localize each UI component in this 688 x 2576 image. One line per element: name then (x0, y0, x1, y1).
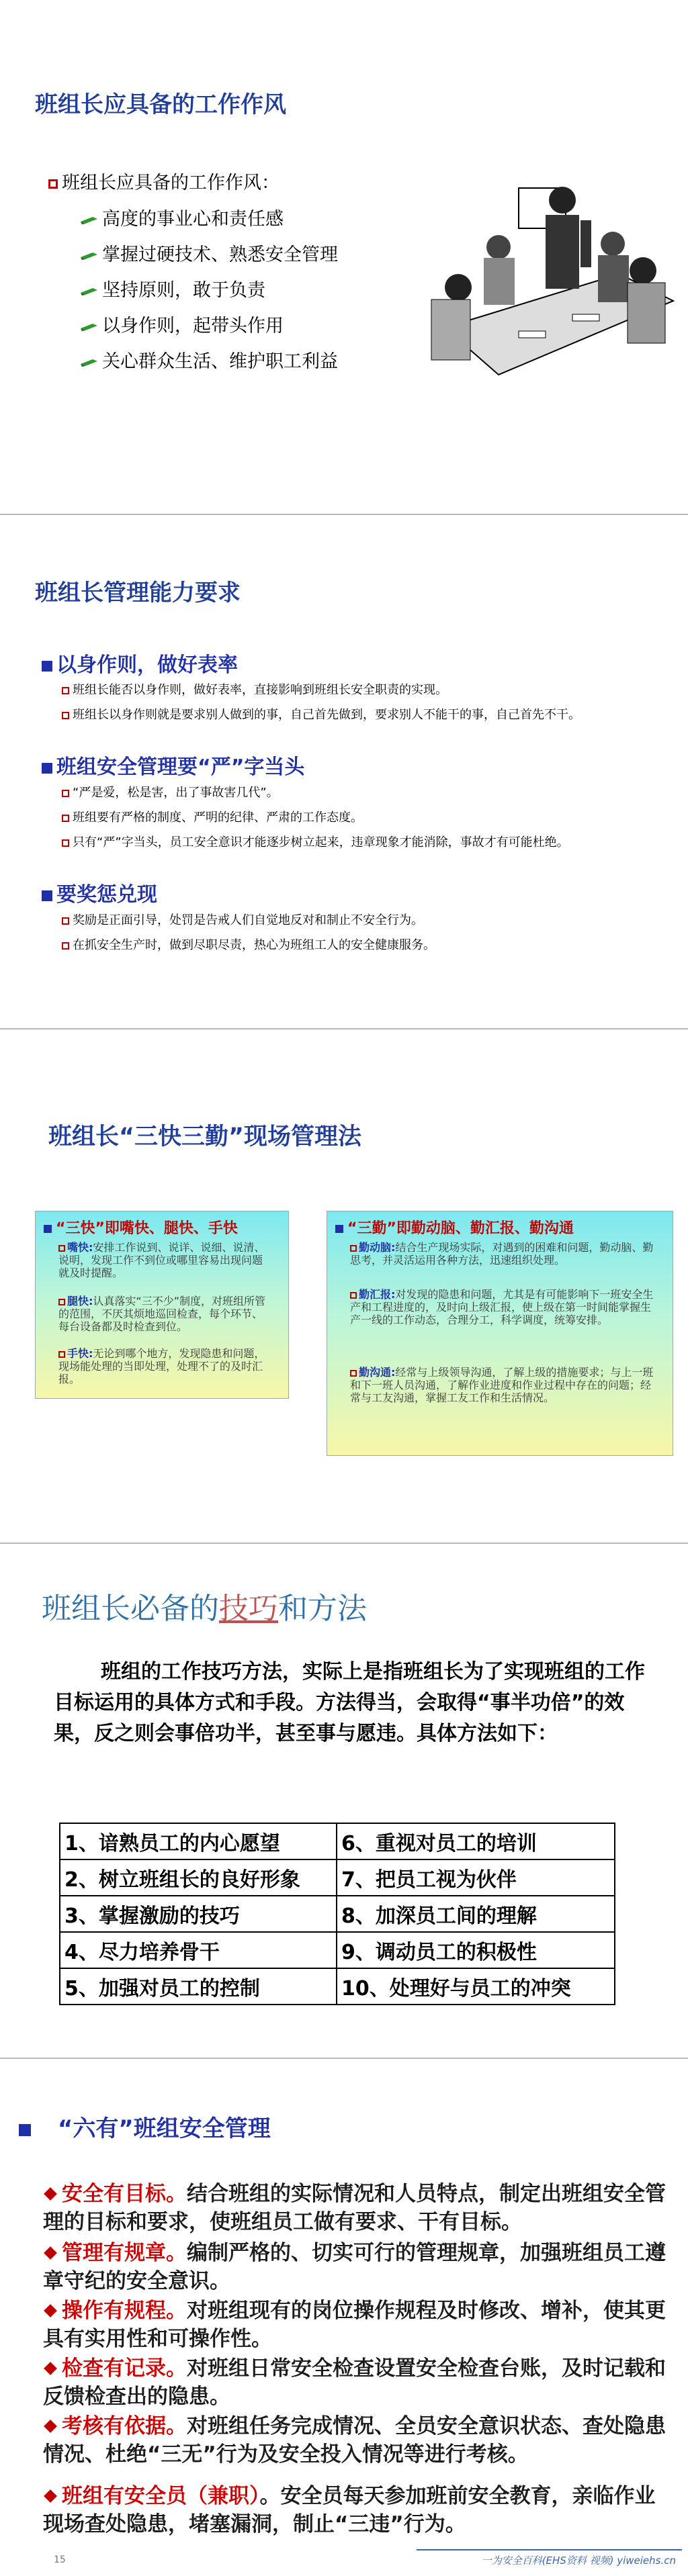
box-item (350, 1288, 659, 1326)
diamond-bullet-icon (44, 2362, 57, 2375)
section-point (62, 835, 680, 851)
list-item (81, 275, 265, 302)
section-point (62, 785, 680, 801)
slide-six-haves (0, 2059, 688, 2576)
slide-title (19, 2110, 271, 2143)
square-bullet-icon (62, 790, 69, 797)
section-heading (42, 878, 157, 907)
meeting-illustration (418, 173, 676, 378)
item-value: 对发现的隐患和问题，尤其是有可能影响下一班安全生产和工程进度的，及时向上级汇报，使上级在第一时间能掌握生产一线的工作动态，合理分工，科学调度，统筹安排。 (350, 1288, 654, 1326)
diamond-bullet-icon (44, 2187, 57, 2201)
section-point (62, 707, 680, 723)
table-row (60, 1896, 615, 1932)
square-bullet-icon (62, 712, 69, 719)
title-underlined: 技巧 (219, 1592, 278, 1626)
list-item (81, 204, 284, 230)
list-item (43, 2297, 668, 2353)
table-row (60, 1932, 615, 1968)
diamond-bullet-icon (44, 2489, 57, 2503)
item-key: 安全有目标。 (62, 2182, 187, 2206)
diamond-bullet-icon (44, 2420, 57, 2433)
square-bullet-icon (58, 1351, 65, 1358)
square-bullet-icon (42, 890, 52, 901)
three-fast-box (35, 1211, 289, 1399)
item-value: 对班组现有的岗位操作规程及时修改、增补，使其更具有实用性和可操作性。 (43, 2299, 666, 2351)
item-value: 编制严格的、切实可行的管理规章，加强班组员工遵章守纪的安全意识。 (43, 2241, 666, 2293)
section-point (62, 937, 680, 954)
list-item-text: 以身作则，起带头作用 (102, 316, 284, 336)
slide-title: 班组长“三快三勤”现场管理法 (48, 1123, 362, 1150)
section-point (62, 810, 680, 826)
item-key: 勤动脑: (359, 1241, 396, 1254)
point-text: 班组长能否以身作则，做好表率，直接影响到班组长安全职责的实现。 (73, 683, 447, 697)
lead-line (48, 168, 280, 194)
table-row (60, 1823, 615, 1859)
square-bullet-icon (62, 815, 69, 822)
point-text: 班组要有严格的制度、严明的纪律、严肃的工作态度。 (73, 811, 363, 825)
square-bullet-icon (335, 1225, 343, 1233)
square-bullet-icon (62, 942, 69, 950)
item-key: 管理有规章。 (62, 2241, 187, 2265)
list-item (81, 347, 338, 373)
title-text: “六有”班组安全管理 (58, 2115, 271, 2142)
item-value: 无论到哪个地方，发现隐患和问题，现场能处理的当即处理，处理不了的及时汇报。 (58, 1347, 265, 1385)
list-item (81, 311, 284, 337)
slide-three-fast-three-diligent (0, 1029, 688, 1543)
square-bullet-icon (19, 2124, 31, 2136)
lead-text: 班组长应具备的工作作风： (62, 173, 280, 193)
item-value: 对班组任务完成情况、全员安全意识状态、查处隐患情况、杜绝“三无”行为及安全投入情况等进行考核。 (43, 2414, 666, 2467)
pen-icon (81, 322, 98, 332)
list-item (43, 2354, 668, 2411)
item-key: 勤汇报: (359, 1288, 396, 1301)
square-bullet-icon (48, 179, 58, 189)
box-item (58, 1295, 272, 1333)
square-bullet-icon (44, 1225, 52, 1233)
square-bullet-icon (62, 687, 69, 694)
slide-title (42, 1584, 367, 1627)
table-cell: 1、谙熟员工的内心愿望 (60, 1823, 337, 1859)
item-value: 安排工作说到、说详、说细、说清、说明，发现工作不到位或哪里容易出现问题就及时提醒。 (58, 1241, 265, 1279)
item-key: 腿快: (67, 1295, 93, 1307)
item-value: 认真落实“三不少”制度，对班组所管的范围，不厌其烦地巡回检查，每个环节、每台设备都及时检查到位。 (58, 1295, 265, 1333)
list-item-text: 坚持原则，敢于负责 (102, 280, 265, 301)
section-heading (42, 648, 238, 678)
box-item (58, 1241, 272, 1279)
list-item (81, 240, 338, 266)
pen-icon (81, 358, 98, 367)
list-item (43, 2239, 668, 2295)
item-key: 手快: (67, 1347, 93, 1360)
list-item-text: 掌握过硬技术、熟悉安全管理 (102, 244, 338, 265)
table-row (60, 1968, 615, 2005)
pen-icon (81, 287, 98, 296)
table-cell: 3、掌握激励的技巧 (60, 1896, 337, 1932)
box-heading-text: “三勤”即勤动脑、勤汇报、勤沟通 (347, 1220, 574, 1237)
section-heading-text: 以身作则，做好表率 (56, 653, 238, 677)
item-value: 。安全员每天参加班前安全教育，亲临作业现场查处隐患，堵塞漏洞，制止“三违”行为。 (43, 2484, 656, 2536)
diamond-bullet-icon (44, 2246, 57, 2260)
item-value: 结合班组的实际情况和人员特点，制定出班组安全管理的目标和要求，使班组员工做有要求、干有目标。 (43, 2182, 666, 2234)
box-heading-text: “三快”即嘴快、腿快、手快 (56, 1220, 238, 1237)
list-item (43, 2180, 668, 2236)
page-number: 15 (54, 2555, 66, 2565)
point-text: “严是爱，松是害，出了事故害几代”。 (73, 786, 279, 800)
section-heading-text: 要奖惩兑现 (56, 883, 157, 907)
square-bullet-icon (58, 1245, 65, 1252)
item-key: 检查有记录。 (62, 2356, 187, 2381)
slide-skills-and-methods (0, 1544, 688, 2058)
diamond-bullet-icon (44, 2304, 57, 2317)
pen-icon (81, 216, 98, 225)
item-key: 嘴快: (67, 1241, 93, 1254)
item-key: 勤沟通: (359, 1366, 396, 1379)
slide-title: 班组长应具备的工作作风 (35, 91, 286, 118)
section-heading (42, 750, 304, 780)
footer-divider (417, 2549, 682, 2550)
table-cell: 9、调动员工的积极性 (337, 1932, 615, 1968)
item-value: 结合生产现场实际，对遇到的困难和问题，勤动脑、勤思考，并灵活运用各种方法，迅速组织处理。 (350, 1241, 654, 1267)
slide-management-ability (0, 515, 688, 1029)
footer-link[interactable]: 一为安全百科(EHS资料 视频) yiweiehs.cn (481, 2555, 676, 2567)
square-bullet-icon (62, 839, 69, 847)
table-cell: 10、处理好与员工的冲突 (337, 1968, 615, 2005)
item-key: 班组有安全员（兼职） (62, 2484, 260, 2508)
box-item (350, 1366, 659, 1404)
point-text: 只有“严”字当头，员工安全意识才能逐步树立起来，违章现象才能消除，事故才有可能杜绝。 (73, 835, 569, 849)
table-cell: 2、树立班组长的良好形象 (60, 1859, 337, 1896)
table-cell: 8、加深员工间的理解 (337, 1896, 615, 1932)
square-bullet-icon (42, 763, 52, 774)
box-heading (335, 1217, 574, 1238)
section-heading-text: 班组安全管理要“严”字当头 (56, 755, 305, 779)
table-cell: 4、尽力培养骨干 (60, 1932, 337, 1968)
square-bullet-icon (350, 1370, 357, 1377)
item-value: 对班组日常安全检查设置安全检查台账，及时记载和反馈检查出的隐患。 (43, 2356, 666, 2409)
slide-work-style (0, 0, 688, 514)
square-bullet-icon (58, 1299, 65, 1305)
table-cell: 7、把员工视为伙伴 (337, 1859, 615, 1896)
item-value: 经常与上级领导沟通，了解上级的措施要求；与上一班和下一班人员沟通，了解作业进度和作业过程中存在的问题；经常与工友沟通，掌握工友工作和生活情况。 (350, 1366, 654, 1404)
intro-paragraph: 班组的工作技巧方法，实际上是指班组长为了实现班组的工作目标运用的具体方式和手段。方法得当，会取得“事半功倍”的效果，反之则会事倍功半，甚至事与愿违。具体方法如下： (54, 1660, 645, 1745)
title-part: 班组长必备的 (42, 1592, 219, 1626)
section-point (62, 913, 680, 929)
square-bullet-icon (42, 661, 52, 672)
methods-table (59, 1823, 615, 2005)
list-item-text: 高度的事业心和责任感 (102, 209, 284, 230)
item-key: 操作有规程。 (62, 2299, 187, 2323)
square-bullet-icon (62, 917, 69, 925)
square-bullet-icon (350, 1245, 357, 1252)
point-text: 班组长以身作则就是要求别人做到的事，自己首先做到，要求别人不能干的事，自己首先不干。 (73, 708, 580, 722)
table-cell: 5、加强对员工的控制 (60, 1968, 337, 2005)
box-item (350, 1241, 659, 1267)
item-key: 考核有依据。 (62, 2414, 187, 2438)
square-bullet-icon (350, 1292, 357, 1299)
list-item (43, 2412, 668, 2469)
list-item-text: 关心群众生活、维护职工利益 (102, 351, 338, 372)
three-diligent-box (327, 1211, 673, 1456)
slide-title: 班组长管理能力要求 (35, 580, 241, 606)
list-item (43, 2482, 668, 2538)
title-part: 和方法 (278, 1592, 367, 1626)
section-point (62, 682, 680, 698)
table-row (60, 1859, 615, 1896)
point-text: 在抓安全生产时，做到尽职尽责，热心为班组工人的安全健康服务。 (73, 938, 435, 952)
point-text: 奖励是正面引导，处罚是告戒人们自觉地反对和制止不安全行为。 (73, 913, 423, 927)
table-cell: 6、重视对员工的培训 (337, 1823, 615, 1859)
box-heading (44, 1217, 238, 1238)
pen-icon (81, 251, 98, 261)
box-item (58, 1347, 272, 1385)
